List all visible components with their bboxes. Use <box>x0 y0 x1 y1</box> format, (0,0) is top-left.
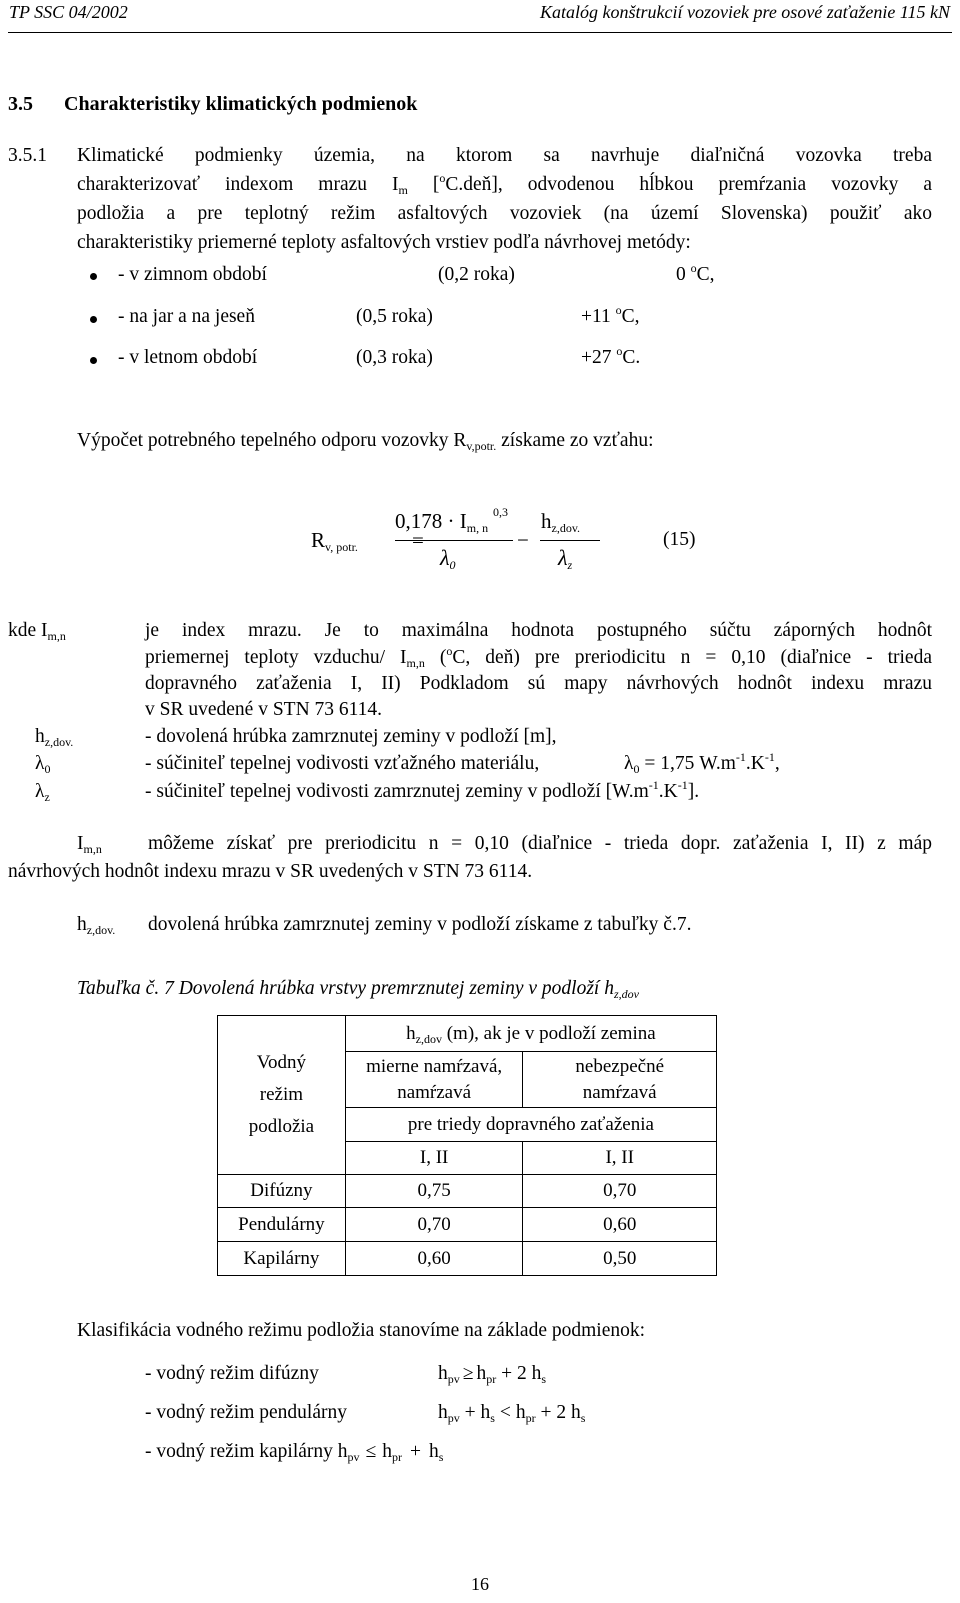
def-imn-line1: je index mrazu. Je to maximálna hodnota postupného súčtu záporných hodnôt <box>145 620 932 641</box>
def-l0-text: - súčiniteľ tepelnej vodivosti vzťažného materiálu, <box>145 753 540 774</box>
imn-line2: návrhových hodnôt indexu mrazu v SR uvedených v STN 73 6114. <box>8 861 533 882</box>
def-lz: λ <box>35 781 45 802</box>
bullet-spring-period: (0,5 roka) <box>356 306 433 327</box>
bullet-spring-temp <box>581 303 640 328</box>
c-h: h <box>438 1402 448 1423</box>
header-right: Katalóg konštrukcií vozoviek pre osové zaťaženie 115 kN <box>540 2 950 22</box>
temp-value: +11 <box>581 306 616 327</box>
bullet-winter-period: (0,2 roka) <box>438 264 515 285</box>
classif-diffuse-label: - vodný režim difúzny <box>145 1363 319 1384</box>
c-plus: + <box>459 1402 481 1423</box>
def-lz-b: .K <box>658 781 678 802</box>
def-l2a: priemernej teploty vzduchu/ I <box>145 647 407 668</box>
imn-lead-sub: m,n <box>83 842 102 856</box>
th-traffic-class: pre triedy dopravného zaťaženia <box>345 1108 716 1142</box>
bullet-dot <box>90 316 97 323</box>
row-v1: 0,75 <box>345 1175 523 1208</box>
def-kde-sub: m,n <box>47 629 66 643</box>
para1-line1: Klimatické podmienky územia, na ktorom sa navrhuje diaľničná vozovka treba <box>77 145 932 166</box>
c-sub: pr <box>525 1411 536 1425</box>
table-7 <box>217 1015 717 1276</box>
c-plus: + 2 <box>496 1363 532 1384</box>
degree-sup: o <box>616 344 623 358</box>
c-sub: pr <box>391 1450 402 1464</box>
c-h: h <box>571 1402 581 1423</box>
formula-num1-sub: m, n <box>466 521 489 535</box>
imn-lead-i: I <box>77 833 84 854</box>
header-rule <box>8 32 952 33</box>
para1-l2a: charakterizovať indexom mrazu I <box>77 174 399 195</box>
row-v2: 0,50 <box>523 1242 717 1276</box>
section-number: 3.5 <box>8 93 33 115</box>
bullet-summer-temp <box>581 344 641 369</box>
th-class-1: I, II <box>345 1142 523 1175</box>
formula-exponent: 0,3 <box>493 505 508 519</box>
temp-value: +27 <box>581 347 617 368</box>
def-lz-sup2: -1 <box>677 778 688 792</box>
formula-den1-sub: 0 <box>449 558 456 572</box>
section-heading <box>8 93 417 116</box>
c-sub: s <box>438 1450 444 1464</box>
def-h-text: - dovolená hrúbka zamrznutej zeminy v podloží [m], <box>145 726 557 747</box>
calc-intro-b: získame zo vzťahu: <box>496 430 654 451</box>
def-l2c: C, deň) pre preriodicitu n = 0,10 (diaľnice - trieda <box>452 647 932 668</box>
th-c2-2: namŕzavá <box>582 1081 657 1103</box>
def-kde-text: kde I <box>8 620 48 641</box>
row-v1: 0,70 <box>345 1208 523 1242</box>
def-lz-symbol <box>35 781 50 803</box>
c-sub: pv <box>447 1411 460 1425</box>
table-caption-text: Tabuľka č. 7 Dovolená hrúbka vrstvy premrznutej zeminy v podloží h <box>77 978 614 999</box>
def-lz-sub: z <box>44 790 50 804</box>
para1-line4: charakteristiky priemerné teploty asfaltových vrstiev podľa návrhovej metódy: <box>77 232 691 253</box>
c-sub: pv <box>347 1450 360 1464</box>
row-name: Pendulárny <box>218 1208 346 1242</box>
hz-lead-h: h <box>77 914 87 935</box>
row-name: Difúzny <box>218 1175 346 1208</box>
c-h: h <box>515 1402 526 1423</box>
imn-line1: môžeme získať pre preriodicitu n = 0,10 (diaľnice - trieda dopr. zaťaženia I, II) z máp <box>148 833 932 854</box>
bullet-spring-label: - na jar a na jeseň <box>118 306 255 327</box>
th-hz-a: h <box>406 1022 416 1044</box>
hz-lead-sub: z,dov. <box>86 923 116 937</box>
c-sub: pr <box>486 1372 497 1386</box>
c-h: h <box>382 1441 392 1462</box>
def-l0-symbol <box>35 753 50 775</box>
def-l0-sub: 0 <box>44 762 51 776</box>
temp-value: 0 <box>676 264 691 285</box>
table-row <box>218 1175 717 1208</box>
classif-diffuse-cond <box>438 1363 546 1385</box>
imn-lead <box>77 833 102 855</box>
para1-l2-sub: m <box>398 183 408 197</box>
calc-intro <box>77 430 654 452</box>
def-l2-sub: m,n <box>406 656 425 670</box>
formula-den2 <box>558 545 572 571</box>
c-sub: s <box>490 1411 495 1425</box>
th-regime-3: podložia <box>248 1116 315 1137</box>
page-header <box>0 0 960 40</box>
def-imn-line2 <box>145 644 932 670</box>
table-row <box>218 1242 717 1276</box>
formula-den1 <box>440 545 456 571</box>
temp-unit: C. <box>622 347 641 368</box>
degree-sup: o <box>615 303 622 317</box>
formula-lambda: λ <box>440 545 450 570</box>
formula-lhs <box>311 528 358 553</box>
bullet-summer-period: (0,3 roka) <box>356 347 433 368</box>
para-number: 3.5.1 <box>8 145 47 166</box>
formula-num1 <box>395 509 488 534</box>
def-lz-text <box>145 778 700 803</box>
bullet-dot <box>90 357 97 364</box>
formula-r: R <box>311 528 326 552</box>
fraction-bar-2 <box>540 540 600 541</box>
row-v2: 0,60 <box>523 1208 717 1242</box>
bullet-dot <box>90 273 97 280</box>
def-l0v-c: .K <box>745 753 765 774</box>
def-h-sub: z,dov. <box>44 735 74 749</box>
def-l0v-d: , <box>774 753 780 774</box>
formula-number: (15) <box>663 529 696 550</box>
c-plus: + <box>409 1441 421 1462</box>
para1-l2b: [ <box>407 174 440 195</box>
fraction-bar-1 <box>395 540 513 541</box>
header-left: TP SSC 04/2002 <box>9 2 128 22</box>
hz-lead <box>77 914 115 936</box>
para1-line3: podložia a pre teplotný režim asfaltových vozoviek (na území Slovenska) použiť ako <box>77 203 932 224</box>
para1-l2c: C.deň], odvodenou hĺbkou premŕzania vozovky a <box>445 174 932 195</box>
def-l0v-sup2: -1 <box>764 750 775 764</box>
formula-15 <box>0 495 960 590</box>
table-caption <box>77 978 639 1000</box>
classif-intro: Klasifikácia vodného režimu podložia stanovíme na základe podmienok: <box>77 1320 646 1341</box>
formula-num1-text: 0,178 · I <box>395 509 467 533</box>
c-h: h <box>476 1363 487 1384</box>
th-c2-1: nebezpečné <box>575 1055 665 1077</box>
classif-pendular-cond <box>438 1402 585 1424</box>
def-l0v-a: λ <box>624 753 634 774</box>
temp-unit: C, <box>621 306 640 327</box>
def-lz-c: ]. <box>687 781 700 802</box>
temp-unit: C, <box>696 264 715 285</box>
th-dangerous-frost <box>523 1052 717 1108</box>
def-l2b: ( <box>424 647 447 668</box>
formula-minus: − <box>517 528 529 552</box>
c-h: h <box>531 1363 542 1384</box>
bullet-winter-temp <box>676 261 715 286</box>
para1-line2 <box>77 171 932 197</box>
th-regime-1: Vodný <box>256 1052 307 1073</box>
c-sub: s <box>541 1372 546 1386</box>
def-imn-line4: v SR uvedené v STN 73 6114. <box>145 699 383 720</box>
th-mild-frost <box>345 1052 523 1108</box>
def-h-symbol <box>35 726 73 748</box>
row-v2: 0,70 <box>523 1175 717 1208</box>
row-name: Kapilárny <box>218 1242 346 1276</box>
th-hz-sub: z,dov <box>415 1031 442 1046</box>
th-water-regime <box>218 1016 346 1175</box>
c-h: h <box>438 1363 448 1384</box>
th-hzdov <box>345 1016 716 1052</box>
c-h: h <box>480 1402 491 1423</box>
th-class-2: I, II <box>523 1142 717 1175</box>
degree-sup: o <box>690 261 697 275</box>
hz-text: dovolená hrúbka zamrznutej zeminy v podloží získame z tabuľky č.7. <box>148 914 692 935</box>
def-l0v-sub: 0 <box>633 762 640 776</box>
th-c1-2: namŕzavá <box>397 1081 472 1103</box>
def-imn-line3: dopravného zaťaženia I, II) Podkladom sú mapy návrhových hodnôt indexu mrazu <box>145 673 932 694</box>
th-regime-2: režim <box>259 1084 304 1105</box>
c-op: ≥ <box>462 1363 474 1384</box>
page-number: 16 <box>471 1574 489 1594</box>
formula-den2-sub: z <box>567 558 573 572</box>
row-v1: 0,60 <box>345 1242 523 1276</box>
classif-pendular-label: - vodný režim pendulárny <box>145 1402 347 1423</box>
c-h: h <box>337 1441 348 1462</box>
formula-num2-sub: z,dov. <box>551 521 581 535</box>
th-hz-b: (m), ak je v podloží zemina <box>441 1022 656 1044</box>
th-c1-1: mierne namŕzavá, <box>366 1055 503 1077</box>
classif-capillary <box>145 1441 443 1463</box>
formula-h: h <box>541 509 552 533</box>
table-row <box>218 1208 717 1242</box>
classif-capillary-label: - vodný režim kapilárny <box>145 1441 333 1462</box>
def-l0: λ <box>35 753 45 774</box>
table-caption-sub: z,dov <box>613 987 639 1001</box>
def-l0v-sup1: -1 <box>735 750 746 764</box>
formula-lambda-z: λ <box>558 545 568 570</box>
def-l0v-b: = 1,75 W.m <box>639 753 736 774</box>
def-lz-a: - súčiniteľ tepelnej vodivosti zamrznutej zeminy v podloží [W.m <box>145 781 649 802</box>
formula-eq: = <box>412 528 424 552</box>
def-l2-sup: o <box>446 644 453 658</box>
bullet-summer-label: - v letnom období <box>118 347 258 368</box>
c-sub: s <box>580 1411 586 1425</box>
formula-num2 <box>541 509 580 534</box>
c-h: h <box>428 1441 439 1462</box>
def-h: h <box>35 726 45 747</box>
section-title: Charakteristiky klimatických podmienok <box>64 93 418 115</box>
def-kde <box>8 620 66 642</box>
c-sub: pv <box>447 1372 460 1386</box>
c-plus: + 2 <box>535 1402 572 1423</box>
para1-l2-sup: o <box>439 171 446 185</box>
c-op: < <box>499 1402 511 1423</box>
c-op: ≤ <box>365 1441 377 1462</box>
calc-intro-a: Výpočet potrebného tepelného odporu vozovky R <box>77 430 467 451</box>
def-lz-sup1: -1 <box>648 778 659 792</box>
calc-intro-sub: v,potr. <box>466 439 497 453</box>
def-l0-value <box>624 750 780 776</box>
bullet-winter-label: - v zimnom období <box>118 264 267 285</box>
formula-lhs-sub: v, potr. <box>325 540 358 554</box>
